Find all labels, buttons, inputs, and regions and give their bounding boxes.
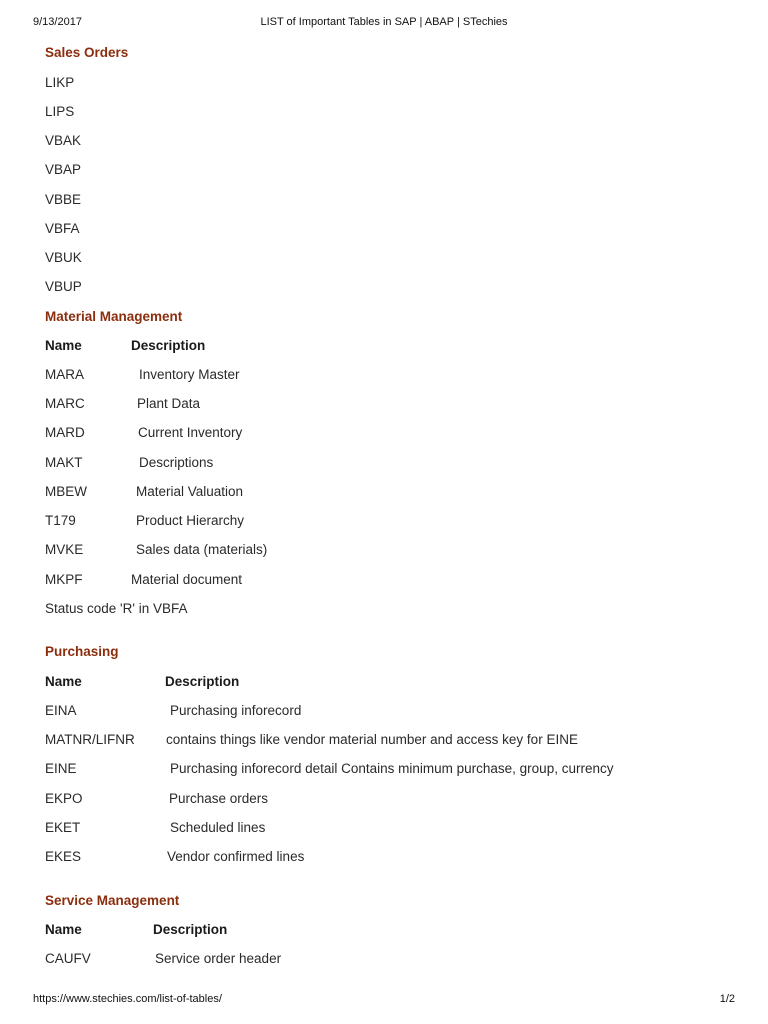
section-title-sales-orders: Sales Orders xyxy=(45,45,129,60)
table-row-description: Material document xyxy=(131,572,243,587)
column-header-name: Name xyxy=(45,674,82,689)
list-item: VBUP xyxy=(45,279,82,294)
column-header-name: Name xyxy=(45,922,82,937)
table-row-name: MATNR/LIFNR xyxy=(45,732,135,747)
table-row-description: contains things like vendor material number and access key for EINE xyxy=(166,732,578,747)
table-row-description: Purchasing inforecord xyxy=(170,703,302,718)
table-row-name: EKES xyxy=(45,849,82,864)
table-row-name: MBEW xyxy=(45,484,87,499)
list-item: VBBE xyxy=(45,192,82,207)
section-title-purchasing: Purchasing xyxy=(45,644,119,659)
column-header-description: Description xyxy=(165,674,240,689)
table-row-name: MAKT xyxy=(45,455,83,470)
table-row-name: MARA xyxy=(45,367,85,382)
table-row-name: MARD xyxy=(45,425,85,440)
table-row-name: T179 xyxy=(45,513,76,528)
table-row-description: Service order header xyxy=(155,951,282,966)
section-title-service-management: Service Management xyxy=(45,893,180,908)
print-title: LIST of Important Tables in SAP | ABAP | STechies xyxy=(260,16,508,28)
table-row-name: EINA xyxy=(45,703,77,718)
list-item: VBUK xyxy=(45,250,82,265)
section-title-material-management: Material Management xyxy=(45,309,183,324)
table-row-description: Descriptions xyxy=(139,455,214,470)
table-row-name: EKET xyxy=(45,820,81,835)
table-row-name: MVKE xyxy=(45,542,84,557)
print-url: https://www.stechies.com/list-of-tables/ xyxy=(33,993,222,1005)
list-item: VBFA xyxy=(45,221,80,236)
table-row-description: Plant Data xyxy=(137,396,201,411)
table-row-description: Sales data (materials) xyxy=(136,542,268,557)
table-row-name: EINE xyxy=(45,761,77,776)
table-row-description: Inventory Master xyxy=(139,367,240,382)
table-row-name: MKPF xyxy=(45,572,83,587)
table-row-name: MARC xyxy=(45,396,85,411)
table-row-description: Scheduled lines xyxy=(170,820,266,835)
column-header-description: Description xyxy=(153,922,228,937)
table-row-description: Material Valuation xyxy=(136,484,244,499)
table-row-description: Vendor confirmed lines xyxy=(167,849,305,864)
column-header-description: Description xyxy=(131,338,206,353)
table-row-name: CAUFV xyxy=(45,951,91,966)
list-item: LIKP xyxy=(45,75,75,90)
status-note: Status code 'R' in VBFA xyxy=(45,601,188,616)
table-row-name: EKPO xyxy=(45,791,83,806)
table-row-description: Current Inventory xyxy=(138,425,243,440)
column-header-name: Name xyxy=(45,338,82,353)
print-date: 9/13/2017 xyxy=(33,16,82,28)
list-item: VBAK xyxy=(45,133,82,148)
table-row-description: Purchase orders xyxy=(169,791,269,806)
page-number: 1/2 xyxy=(719,993,735,1005)
table-row-description: Purchasing inforecord detail Contains minimum purchase, group, currency xyxy=(170,761,614,776)
list-item: LIPS xyxy=(45,104,75,119)
list-item: VBAP xyxy=(45,162,82,177)
table-row-description: Product Hierarchy xyxy=(136,513,245,528)
